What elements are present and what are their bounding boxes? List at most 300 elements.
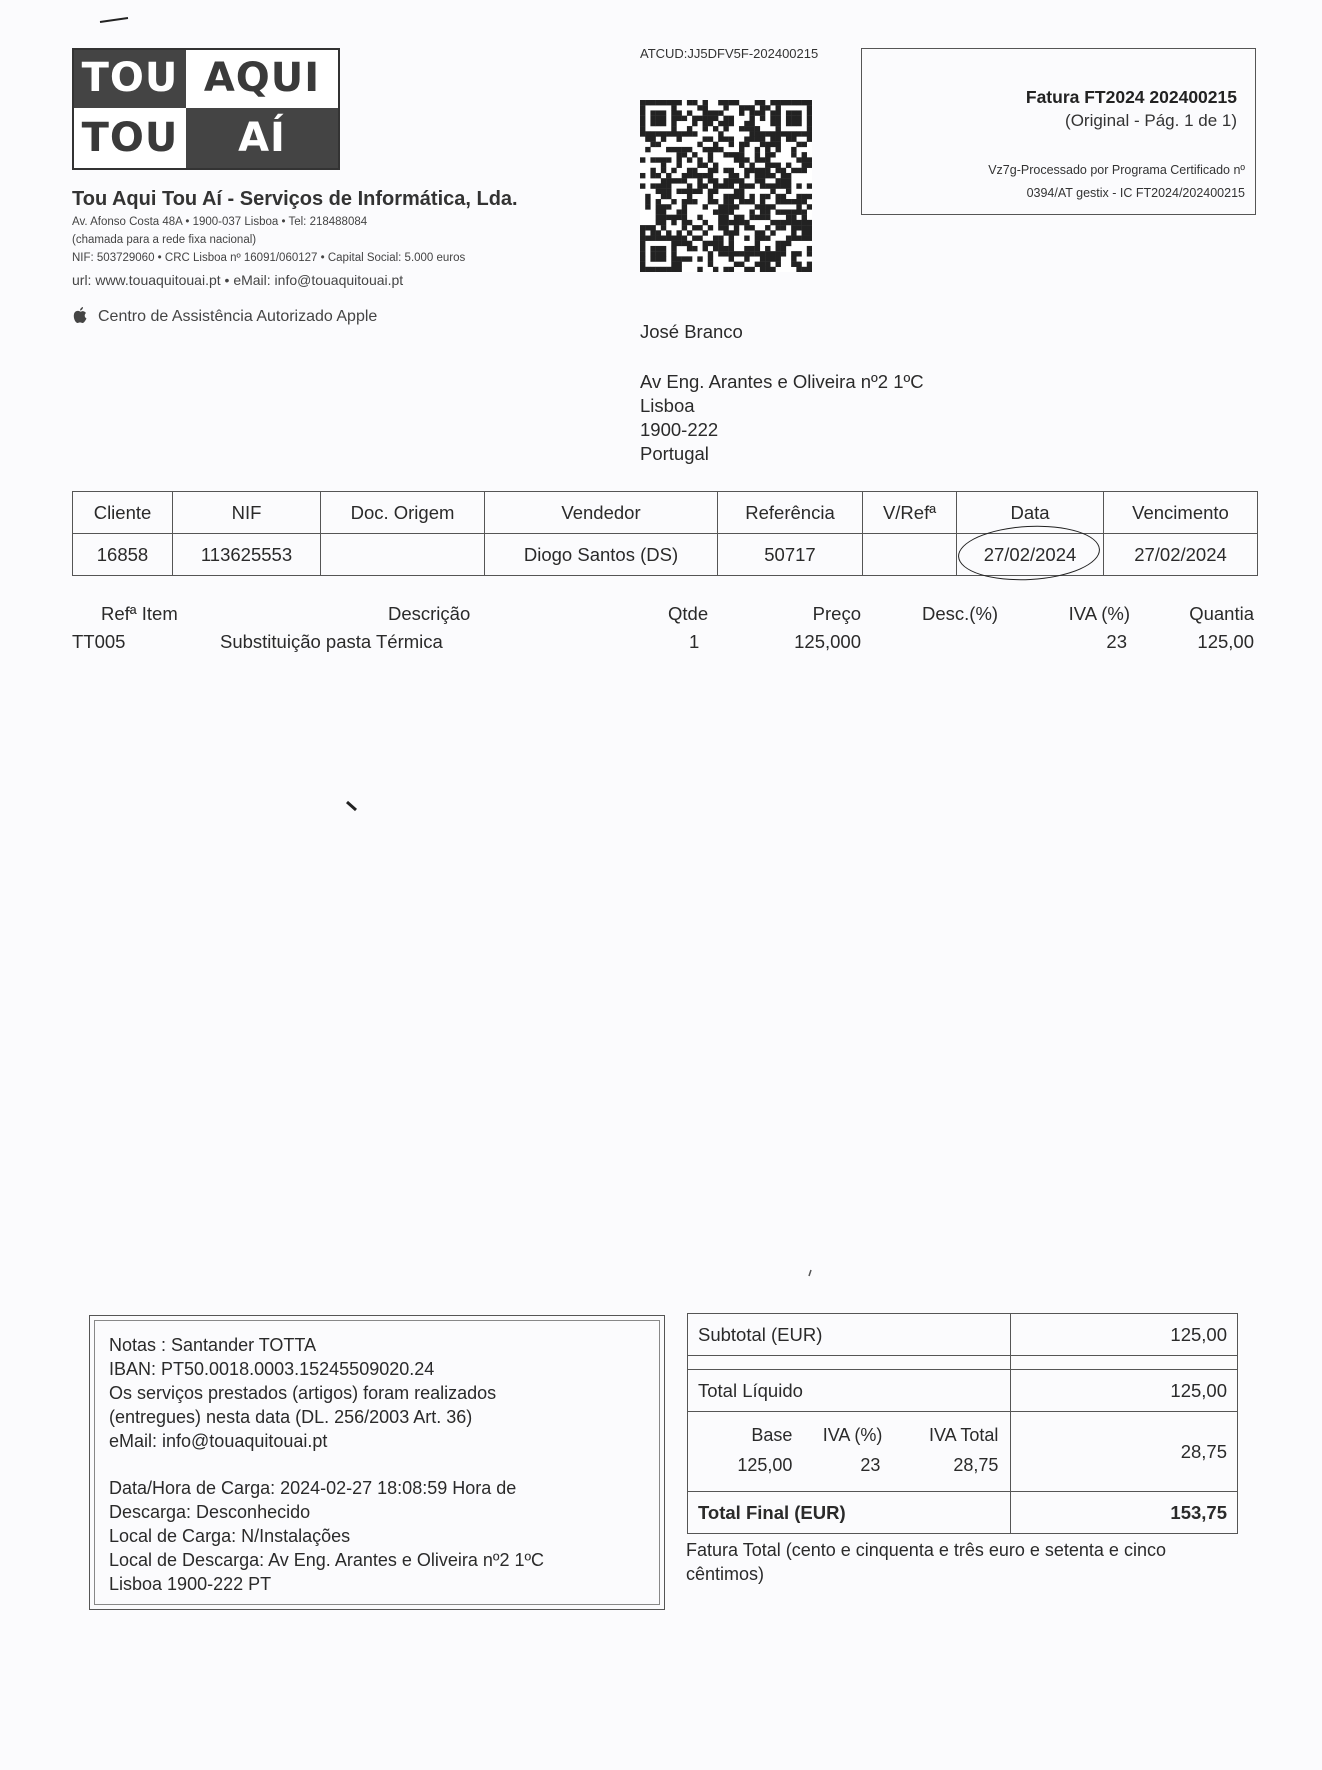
- qr-module: [786, 121, 791, 126]
- qr-module: [708, 251, 713, 256]
- qr-module: [760, 194, 765, 199]
- qr-module: [760, 262, 765, 267]
- qr-module: [676, 241, 681, 246]
- qr-module: [676, 116, 681, 121]
- qr-module: [650, 168, 655, 173]
- qr-module: [755, 136, 760, 141]
- qr-module: [692, 173, 697, 178]
- qr-module: [776, 163, 781, 168]
- qr-module: [729, 209, 734, 214]
- your-reference: [863, 534, 957, 576]
- notes-box: [89, 1315, 665, 1610]
- qr-module: [640, 121, 645, 126]
- qr-module: [802, 100, 807, 105]
- qr-module: [682, 189, 687, 194]
- qr-module: [718, 183, 723, 188]
- qr-module: [765, 173, 770, 178]
- qr-module: [640, 126, 645, 131]
- item-column-header: Refª Item: [101, 603, 178, 624]
- notes-line: eMail: info@touaquitouai.pt: [109, 1431, 328, 1451]
- qr-module: [755, 251, 760, 256]
- qr-module: [807, 116, 812, 121]
- qr-module: [776, 209, 781, 214]
- vat-base-value: 125,00: [737, 1454, 793, 1475]
- qr-module: [718, 225, 723, 230]
- qr-module: [645, 225, 650, 230]
- qr-module: [676, 110, 681, 115]
- qr-module: [770, 116, 775, 121]
- qr-module: [786, 183, 791, 188]
- qr-module: [781, 100, 786, 105]
- qr-module: [723, 230, 728, 235]
- net-total-row: [688, 1370, 1238, 1412]
- qr-module: [760, 178, 765, 183]
- qr-module: [661, 121, 666, 126]
- qr-module: [640, 110, 645, 115]
- qr-module: [718, 136, 723, 141]
- qr-module: [776, 225, 781, 230]
- qr-module: [729, 183, 734, 188]
- qr-module: [760, 230, 765, 235]
- qr-module: [744, 121, 749, 126]
- qr-module: [807, 204, 812, 209]
- qr-module: [697, 178, 702, 183]
- qr-module: [682, 236, 687, 241]
- qr-module: [776, 105, 781, 110]
- qr-module: [656, 173, 661, 178]
- qr-module: [729, 173, 734, 178]
- qr-module: [723, 246, 728, 251]
- qr-module: [796, 116, 801, 121]
- qr-module: [770, 230, 775, 235]
- qr-module: [765, 267, 770, 272]
- qr-module: [786, 199, 791, 204]
- qr-module: [645, 199, 650, 204]
- qr-module: [796, 142, 801, 147]
- qr-module: [749, 183, 754, 188]
- qr-module: [749, 194, 754, 199]
- qr-module: [676, 152, 681, 157]
- qr-module: [645, 194, 650, 199]
- qr-module: [765, 256, 770, 261]
- qr-module: [791, 131, 796, 136]
- qr-module: [749, 267, 754, 272]
- qr-module: [796, 209, 801, 214]
- qr-module: [755, 100, 760, 105]
- qr-module: [723, 116, 728, 121]
- qr-module: [713, 168, 718, 173]
- qr-module: [765, 246, 770, 251]
- qr-module: [760, 157, 765, 162]
- qr-module: [661, 267, 666, 272]
- subtotal-label: Subtotal (EUR): [688, 1314, 1011, 1356]
- qr-module: [739, 152, 744, 157]
- qr-module: [770, 173, 775, 178]
- qr-module: [796, 168, 801, 173]
- qr-module: [796, 183, 801, 188]
- qr-module: [734, 173, 739, 178]
- qr-module: [781, 251, 786, 256]
- invoice-date: 27/02/2024: [957, 534, 1104, 576]
- qr-module: [713, 178, 718, 183]
- qr-module: [718, 100, 723, 105]
- qr-module: [760, 105, 765, 110]
- notes-line: IBAN: PT50.0018.0003.15245509020.24: [109, 1359, 435, 1379]
- qr-module: [661, 256, 666, 261]
- qr-module: [640, 251, 645, 256]
- subtotal-value: 125,00: [1011, 1314, 1238, 1356]
- qr-module: [796, 157, 801, 162]
- qr-module: [796, 100, 801, 105]
- qr-module: [765, 157, 770, 162]
- qr-module: [755, 230, 760, 235]
- qr-module: [692, 152, 697, 157]
- qr-module: [682, 147, 687, 152]
- qr-module: [661, 209, 666, 214]
- qr-module: [744, 220, 749, 225]
- item-price: 125,000: [794, 631, 861, 652]
- qr-module: [661, 246, 666, 251]
- qr-module: [749, 215, 754, 220]
- origin-document: [321, 534, 485, 576]
- qr-module: [796, 220, 801, 225]
- qr-module: [723, 126, 728, 131]
- qr-module: [671, 251, 676, 256]
- qr-module: [666, 131, 671, 136]
- qr-module: [697, 173, 702, 178]
- qr-module: [713, 267, 718, 272]
- item-ref: TT005: [72, 631, 126, 652]
- qr-module: [656, 121, 661, 126]
- qr-module: [656, 189, 661, 194]
- qr-module: [640, 183, 645, 188]
- qr-module: [697, 157, 702, 162]
- qr-module: [796, 251, 801, 256]
- qr-module: [703, 126, 708, 131]
- qr-module: [656, 100, 661, 105]
- qr-module: [802, 267, 807, 272]
- qr-module: [723, 204, 728, 209]
- qr-module: [749, 121, 754, 126]
- qr-module: [765, 251, 770, 256]
- qr-module: [802, 220, 807, 225]
- qr-module: [640, 173, 645, 178]
- vat-total-header: IVA Total: [928, 1424, 999, 1445]
- qr-module: [770, 204, 775, 209]
- qr-module: [723, 121, 728, 126]
- qr-module: [713, 126, 718, 131]
- qr-module: [749, 131, 754, 136]
- qr-module: [718, 131, 723, 136]
- client-number: 16858: [73, 534, 173, 576]
- qr-module: [687, 168, 692, 173]
- invoice-header-box: [861, 48, 1256, 215]
- logo-word: TOU: [74, 50, 186, 108]
- qr-module: [650, 236, 655, 241]
- qr-module: [676, 100, 681, 105]
- qr-module: [734, 204, 739, 209]
- qr-module: [770, 220, 775, 225]
- qr-module: [791, 110, 796, 115]
- qr-module: [796, 204, 801, 209]
- qr-module: [661, 168, 666, 173]
- company-logo: [72, 48, 340, 170]
- logo-word: TOU: [74, 108, 186, 168]
- qr-module: [749, 136, 754, 141]
- customer-country: Portugal: [640, 443, 709, 464]
- qr-module: [755, 215, 760, 220]
- qr-module: [744, 267, 749, 272]
- qr-module: [781, 241, 786, 246]
- qr-module: [640, 116, 645, 121]
- qr-module: [770, 121, 775, 126]
- qr-module: [671, 100, 676, 105]
- qr-module: [708, 256, 713, 261]
- qr-module: [718, 246, 723, 251]
- qr-module: [776, 194, 781, 199]
- company-phone-note: (chamada para a rede fixa nacional): [72, 234, 257, 246]
- qr-module: [734, 152, 739, 157]
- qr-module: [650, 230, 655, 235]
- qr-module: [776, 126, 781, 131]
- qr-module: [765, 194, 770, 199]
- qr-module: [770, 131, 775, 136]
- qr-module: [739, 126, 744, 131]
- qr-module: [781, 194, 786, 199]
- qr-module: [796, 199, 801, 204]
- qr-module: [650, 246, 655, 251]
- qr-module: [661, 116, 666, 121]
- qr-module: [765, 262, 770, 267]
- qr-module: [656, 131, 661, 136]
- qr-module: [755, 178, 760, 183]
- qr-module: [687, 241, 692, 246]
- salesperson: Diogo Santos (DS): [485, 534, 718, 576]
- qr-module: [661, 189, 666, 194]
- qr-module: [729, 178, 734, 183]
- qr-module: [697, 267, 702, 272]
- qr-module: [718, 236, 723, 241]
- qr-module: [661, 183, 666, 188]
- qr-module: [697, 142, 702, 147]
- qr-module: [807, 194, 812, 199]
- qr-module: [718, 251, 723, 256]
- qr-module: [650, 256, 655, 261]
- qr-module: [708, 147, 713, 152]
- qr-module: [656, 183, 661, 188]
- qr-module: [671, 105, 676, 110]
- qr-module: [776, 178, 781, 183]
- qr-module: [734, 225, 739, 230]
- customer-postal-code: 1900-222: [640, 419, 719, 440]
- qr-module: [734, 251, 739, 256]
- qr-module: [718, 147, 723, 152]
- logo-word: AÍ: [186, 108, 338, 168]
- qr-module: [802, 236, 807, 241]
- qr-module: [786, 173, 791, 178]
- qr-module: [661, 178, 666, 183]
- totals-table: [687, 1313, 1238, 1534]
- qr-module: [671, 116, 676, 121]
- qr-module: [760, 136, 765, 141]
- qr-module: [791, 147, 796, 152]
- qr-module: [708, 121, 713, 126]
- qr-module: [650, 121, 655, 126]
- qr-module: [640, 262, 645, 267]
- qr-module: [666, 178, 671, 183]
- qr-module: [676, 136, 681, 141]
- qr-module: [760, 256, 765, 261]
- qr-module: [770, 136, 775, 141]
- qr-module: [708, 110, 713, 115]
- atcud-code: ATCUD:JJ5DFV5F-202400215: [640, 46, 819, 61]
- qr-module: [781, 225, 786, 230]
- due-date: 27/02/2024: [1104, 534, 1258, 576]
- qr-module: [723, 105, 728, 110]
- qr-module: [687, 147, 692, 152]
- qr-module: [796, 267, 801, 272]
- qr-module: [739, 183, 744, 188]
- qr-module: [682, 215, 687, 220]
- qr-module: [650, 173, 655, 178]
- qr-module: [796, 194, 801, 199]
- qr-module: [708, 116, 713, 121]
- qr-module: [723, 178, 728, 183]
- qr-module: [791, 236, 796, 241]
- qr-module: [807, 262, 812, 267]
- final-total-row: [688, 1492, 1238, 1534]
- qr-module: [718, 209, 723, 214]
- qr-module: [703, 163, 708, 168]
- vat-breakdown-row: [688, 1412, 1238, 1492]
- qr-module: [676, 236, 681, 241]
- item-column-header: Quantia: [1189, 603, 1254, 624]
- qr-module: [791, 251, 796, 256]
- qr-module: [713, 246, 718, 251]
- qr-module: [791, 262, 796, 267]
- qr-module: [807, 121, 812, 126]
- qr-module: [729, 136, 734, 141]
- qr-module: [760, 183, 765, 188]
- qr-module: [661, 194, 666, 199]
- qr-module: [687, 246, 692, 251]
- customer-city: Lisboa: [640, 395, 695, 416]
- certification-line: 0394/AT gestix - IC FT2024/202400215: [1026, 186, 1245, 200]
- qr-module: [656, 267, 661, 272]
- qr-module: [791, 209, 796, 214]
- qr-module: [744, 246, 749, 251]
- qr-module: [666, 194, 671, 199]
- qr-module: [729, 199, 734, 204]
- certification-line: Vz7g-Processado por Programa Certificado nº: [988, 163, 1245, 177]
- qr-module: [713, 116, 718, 121]
- qr-module: [807, 157, 812, 162]
- qr-module: [656, 110, 661, 115]
- qr-module: [744, 105, 749, 110]
- qr-module: [781, 173, 786, 178]
- qr-module: [676, 157, 681, 162]
- qr-module: [656, 209, 661, 214]
- qr-module: [729, 267, 734, 272]
- net-total-label: Total Líquido: [688, 1370, 1011, 1412]
- qr-module: [697, 105, 702, 110]
- qr-module: [776, 131, 781, 136]
- qr-module: [729, 168, 734, 173]
- total-in-words: Fatura Total (cento e cinquenta e três euro e setenta e cinco cêntimos): [686, 1540, 1166, 1584]
- qr-module: [744, 136, 749, 141]
- qr-module: [671, 178, 676, 183]
- qr-module: [760, 251, 765, 256]
- qr-module: [703, 246, 708, 251]
- qr-module: [776, 256, 781, 261]
- qr-module: [723, 220, 728, 225]
- qr-module: [697, 236, 702, 241]
- qr-module: [786, 189, 791, 194]
- qr-module: [749, 168, 754, 173]
- qr-module: [723, 194, 728, 199]
- qr-module: [676, 178, 681, 183]
- company-address: Av. Afonso Costa 48A • 1900-037 Lisboa • Tel: 218488084: [72, 216, 368, 228]
- qr-module: [708, 189, 713, 194]
- qr-module: [770, 256, 775, 261]
- qr-module: [781, 209, 786, 214]
- qr-module: [666, 236, 671, 241]
- qr-module: [791, 230, 796, 235]
- qr-module: [807, 251, 812, 256]
- qr-module: [656, 246, 661, 251]
- qr-module: [786, 131, 791, 136]
- qr-module: [703, 147, 708, 152]
- qr-module: [734, 178, 739, 183]
- qr-module: [687, 110, 692, 115]
- qr-module: [666, 230, 671, 235]
- qr-module: [692, 100, 697, 105]
- qr-module: [776, 183, 781, 188]
- qr-module: [687, 256, 692, 261]
- qr-module: [791, 220, 796, 225]
- qr-module: [718, 241, 723, 246]
- qr-module: [656, 116, 661, 121]
- qr-module: [676, 147, 681, 152]
- qr-module: [776, 241, 781, 246]
- qr-module: [807, 136, 812, 141]
- qr-module: [807, 163, 812, 168]
- qr-module: [666, 215, 671, 220]
- qr-module: [708, 262, 713, 267]
- item-column-header: Descrição: [388, 603, 471, 624]
- qr-module: [671, 168, 676, 173]
- qr-module: [776, 121, 781, 126]
- qr-module: [734, 100, 739, 105]
- qr-module: [802, 215, 807, 220]
- notes-line: Os serviços prestados (artigos) foram realizados: [109, 1383, 497, 1403]
- qr-module: [729, 230, 734, 235]
- qr-module: [682, 199, 687, 204]
- qr-module: [671, 262, 676, 267]
- qr-module: [755, 152, 760, 157]
- qr-module: [739, 215, 744, 220]
- qr-module: [760, 267, 765, 272]
- qr-module: [786, 209, 791, 214]
- qr-module: [796, 236, 801, 241]
- qr-module: [802, 199, 807, 204]
- qr-module: [682, 204, 687, 209]
- qr-module: [671, 215, 676, 220]
- qr-module: [786, 116, 791, 121]
- qr-module: [692, 168, 697, 173]
- spacer-row: [688, 1356, 1238, 1370]
- qr-module: [682, 241, 687, 246]
